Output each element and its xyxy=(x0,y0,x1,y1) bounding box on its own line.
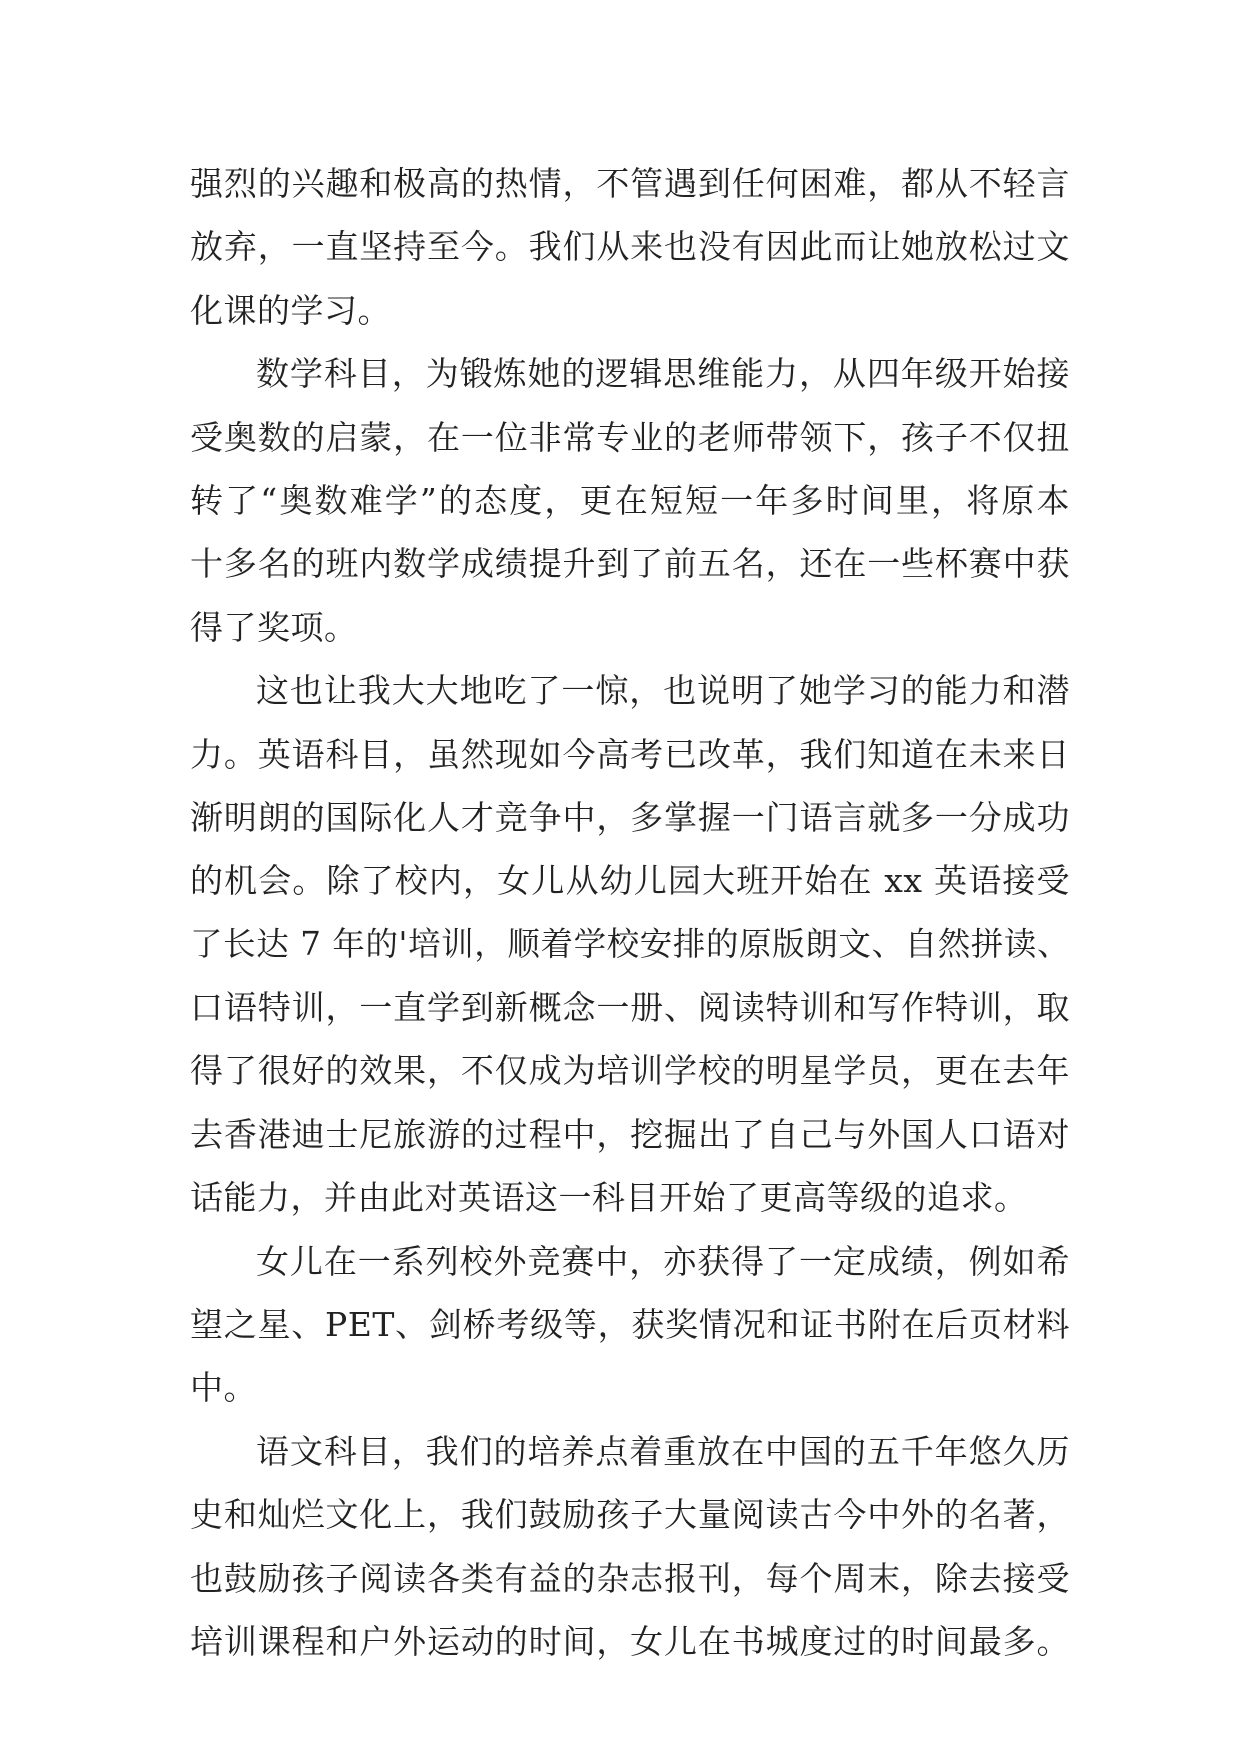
text-line: 放弃，一直坚持至今。我们从来也没有因此而让她放松过文 xyxy=(190,227,1070,267)
paragraph xyxy=(190,659,1070,1230)
text-line: 受奥数的启蒙，在一位非常专业的老师带领下，孩子不仅扭 xyxy=(190,417,1070,457)
text-line: 得了很好的效果，不仅成为培训学校的明星学员，更在去年 xyxy=(190,1051,1070,1091)
text-line: 中。 xyxy=(190,1368,257,1408)
text-line: 也鼓励孩子阅读各类有益的杂志报刊，每个周末，除去接受 xyxy=(190,1558,1070,1598)
text-line: 数学科目，为锻炼她的逻辑思维能力，从四年级开始接 xyxy=(256,354,1070,394)
text-line: 女儿在一系列校外竞赛中，亦获得了一定成绩，例如希 xyxy=(256,1241,1070,1281)
text-line: 口语特训，一直学到新概念一册、阅读特训和写作特训，取 xyxy=(190,988,1070,1028)
paragraph xyxy=(190,152,1070,342)
text-line: 得了奖项。 xyxy=(190,607,358,647)
text-line: 化课的学习。 xyxy=(190,290,391,330)
paragraph xyxy=(190,342,1070,659)
body-text xyxy=(190,152,1070,1673)
text-line: 十多名的班内数学成绩提升到了前五名，还在一些杯赛中获 xyxy=(190,544,1070,584)
text-line: 强烈的兴趣和极高的热情，不管遇到任何困难，都从不轻言 xyxy=(190,164,1070,203)
text-line: 渐明朗的国际化人才竞争中，多掌握一门语言就多一分成功 xyxy=(190,797,1070,837)
text-line: 这也让我大大地吃了一惊，也说明了她学习的能力和潜 xyxy=(256,671,1070,711)
text-line: 去香港迪士尼旅游的过程中，挖掘出了自己与外国人口语对 xyxy=(190,1114,1070,1154)
text-line: 转了“奥数难学”的态度，更在短短一年多时间里，将原本 xyxy=(190,480,1070,520)
text-line: 培训课程和户外运动的时间，女儿在书城度过的时间最多。 xyxy=(190,1621,1070,1661)
text-line: 语文科目，我们的培养点着重放在中国的五千年悠久历 xyxy=(256,1431,1070,1471)
text-line: 话能力，并由此对英语这一科目开始了更高等级的追求。 xyxy=(190,1178,1028,1218)
text-line: 力。英语科目，虽然现如今高考已改革，我们知道在未来日 xyxy=(190,734,1070,774)
paragraph xyxy=(190,1420,1070,1674)
text-line: 的机会。除了校内，女儿从幼儿园大班开始在 xx 英语接受 xyxy=(190,861,1070,901)
text-line: 望之星、PET、剑桥考级等，获奖情况和证书附在后页材料 xyxy=(190,1305,1070,1345)
paragraph xyxy=(190,1230,1070,1420)
text-line: 史和灿烂文化上，我们鼓励孩子大量阅读古今中外的名著， xyxy=(190,1495,1070,1535)
text-line: 了长达 7 年的'培训，顺着学校安排的原版朗文、自然拼读、 xyxy=(190,924,1070,963)
